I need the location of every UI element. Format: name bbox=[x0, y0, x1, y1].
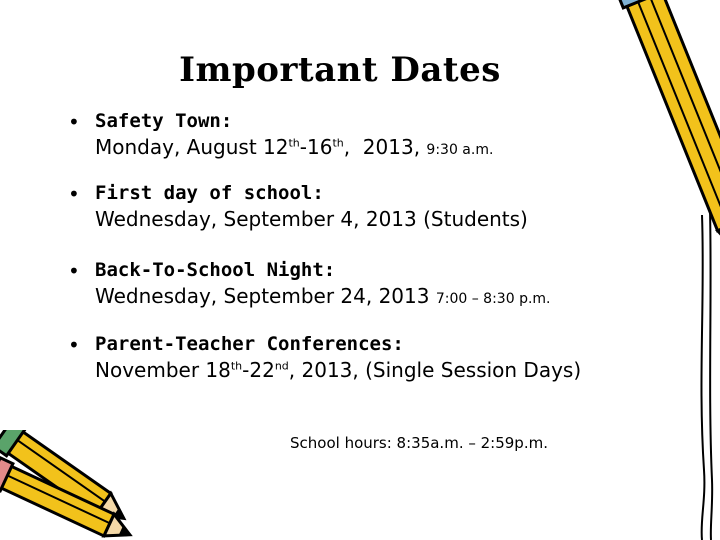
pencils-clipart-bottom-left bbox=[0, 430, 140, 540]
item-label: Back-To-School Night: bbox=[95, 259, 336, 281]
item-label: Safety Town: bbox=[95, 110, 233, 132]
bullet: • bbox=[68, 182, 80, 206]
item-time: 9:30 a.m. bbox=[426, 142, 494, 158]
item-detail: Wednesday, September 24, 2013 7:00 – 8:30 p.m. bbox=[95, 284, 551, 308]
item-label: First day of school: bbox=[95, 182, 324, 204]
item-time: 7:00 – 8:30 p.m. bbox=[435, 291, 551, 307]
bullet: • bbox=[68, 333, 80, 357]
item-detail: Monday, August 12th-16th, 2013, 9:30 a.m. bbox=[95, 135, 494, 159]
bullet: • bbox=[68, 259, 80, 283]
page-title: Important Dates bbox=[179, 50, 501, 90]
item-detail: Wednesday, September 4, 2013 (Students) bbox=[95, 207, 528, 231]
item-label: Parent-Teacher Conferences: bbox=[95, 333, 404, 355]
item-detail: November 18th-22nd, 2013, (Single Session Days) bbox=[95, 358, 582, 382]
school-hours: School hours: 8:35a.m. – 2:59p.m. bbox=[290, 434, 548, 452]
bullet: • bbox=[68, 110, 80, 134]
